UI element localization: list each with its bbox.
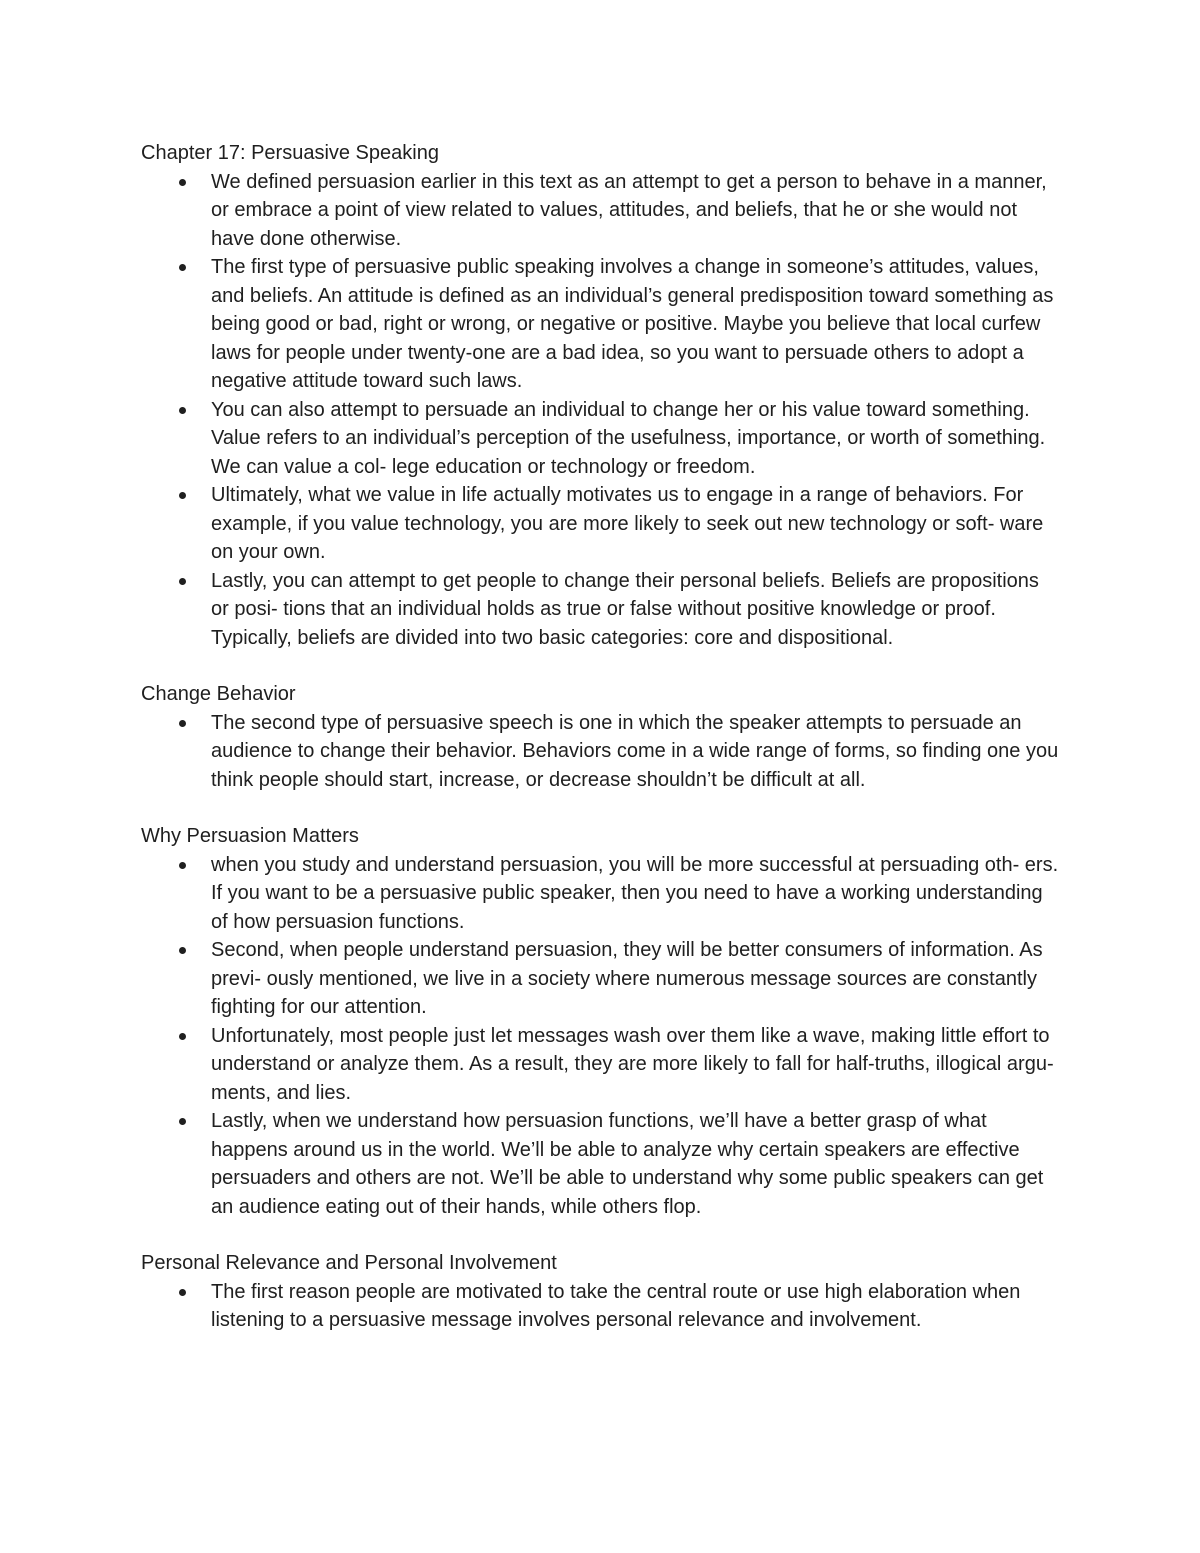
bullet-list	[141, 851, 1061, 1222]
bullet-list	[141, 1278, 1061, 1335]
document-page	[141, 139, 1061, 1363]
list-item-text: Unfortunately, most people just let messages wash over them like a wave, making little effort to understand or analyze them. As a result, they are more likely to fall for half-truths, illogical argu- ments, and lies.	[211, 1024, 1054, 1104]
section-change-behavior	[141, 680, 1061, 794]
list-item	[141, 253, 1061, 396]
list-item	[141, 396, 1061, 482]
list-item	[141, 1278, 1061, 1335]
bullet-icon	[179, 264, 186, 271]
list-item	[141, 851, 1061, 937]
list-item	[141, 709, 1061, 795]
section-heading: Change Behavior	[141, 683, 296, 705]
list-item-text: Ultimately, what we value in life actually motivates us to engage in a range of behaviors. For example, if you value technology, you are more likely to seek out new technology or soft- ware on your own.	[211, 484, 1044, 563]
section-heading: Chapter 17: Persuasive Speaking	[141, 142, 439, 164]
section-heading: Why Persuasion Matters	[141, 825, 359, 847]
list-item-text: The first reason people are motivated to take the central route or use high elaboration when listening to a persuasive message involves personal relevance and involvement.	[211, 1280, 1021, 1331]
bullet-icon	[179, 862, 186, 869]
list-item-text: The second type of persuasive speech is one in which the speaker attempts to persuade an audience to change their behavior. Behaviors come in a wide range of forms, so finding one you think people should start, increase, or decrease shouldn’t be difficult at all.	[211, 711, 1059, 791]
bullet-icon	[179, 407, 186, 414]
bullet-list	[141, 709, 1061, 795]
list-item	[141, 936, 1061, 1022]
list-item	[141, 1107, 1061, 1221]
bullet-icon	[179, 1118, 186, 1125]
list-item-text: Second, when people understand persuasion, they will be better consumers of information. As previ- ously mentioned, we live in a society where numerous message sources are constantly fighting for our attention.	[211, 939, 1043, 1018]
bullet-icon	[179, 1033, 186, 1040]
list-item	[141, 1022, 1061, 1108]
list-item-text: when you study and understand persuasion, you will be more successful at persuading oth- ers. If you want to be a persuasive public speaker, then you need to have a working understanding of how persuasion functions.	[211, 853, 1059, 933]
bullet-icon	[179, 720, 186, 727]
bullet-list	[141, 168, 1061, 653]
list-item	[141, 567, 1061, 653]
bullet-icon	[179, 179, 186, 186]
section-why-persuasion-matters	[141, 822, 1061, 1221]
section-persuasive-speaking	[141, 139, 1061, 652]
list-item-text: The first type of persuasive public speaking involves a change in someone’s attitudes, values, and beliefs. An attitude is defined as an individual’s general predisposition toward something as being good or bad, right or wrong, or negative or positive. Maybe you believe that local curfew laws for people under twenty-one are a bad idea, so you want to persuade others to adopt a negative attitude toward such laws.	[211, 256, 1054, 392]
list-item-text: Lastly, when we understand how persuasion functions, we’ll have a better grasp of what happens around us in the world. We’ll be able to analyze why certain speakers are effective persuaders and others are not. We’ll be able to understand why some public speakers can get an audience eating out of their hands, while others flop.	[211, 1110, 1044, 1218]
list-item	[141, 481, 1061, 567]
list-item-text: You can also attempt to persuade an individual to change her or his value toward something. Value refers to an individual’s perception of the usefulness, importance, or worth of something. We can value a col- lege education or technology or freedom.	[211, 398, 1046, 478]
bullet-icon	[179, 578, 186, 585]
list-item	[141, 168, 1061, 254]
list-item-text: We defined persuasion earlier in this text as an attempt to get a person to behave in a manner, or embrace a point of view related to values, attitudes, and beliefs, that he or she would not have done otherwise.	[211, 170, 1047, 250]
bullet-icon	[179, 492, 186, 499]
section-heading: Personal Relevance and Personal Involvement	[141, 1252, 557, 1274]
bullet-icon	[179, 1289, 186, 1296]
bullet-icon	[179, 947, 186, 954]
list-item-text: Lastly, you can attempt to get people to change their personal beliefs. Beliefs are propositions or posi- tions that an individual holds as true or false without positive knowledge or proof. Typically, beliefs are divided into two basic categories: core and dispositional.	[211, 569, 1039, 649]
section-personal-relevance	[141, 1249, 1061, 1335]
